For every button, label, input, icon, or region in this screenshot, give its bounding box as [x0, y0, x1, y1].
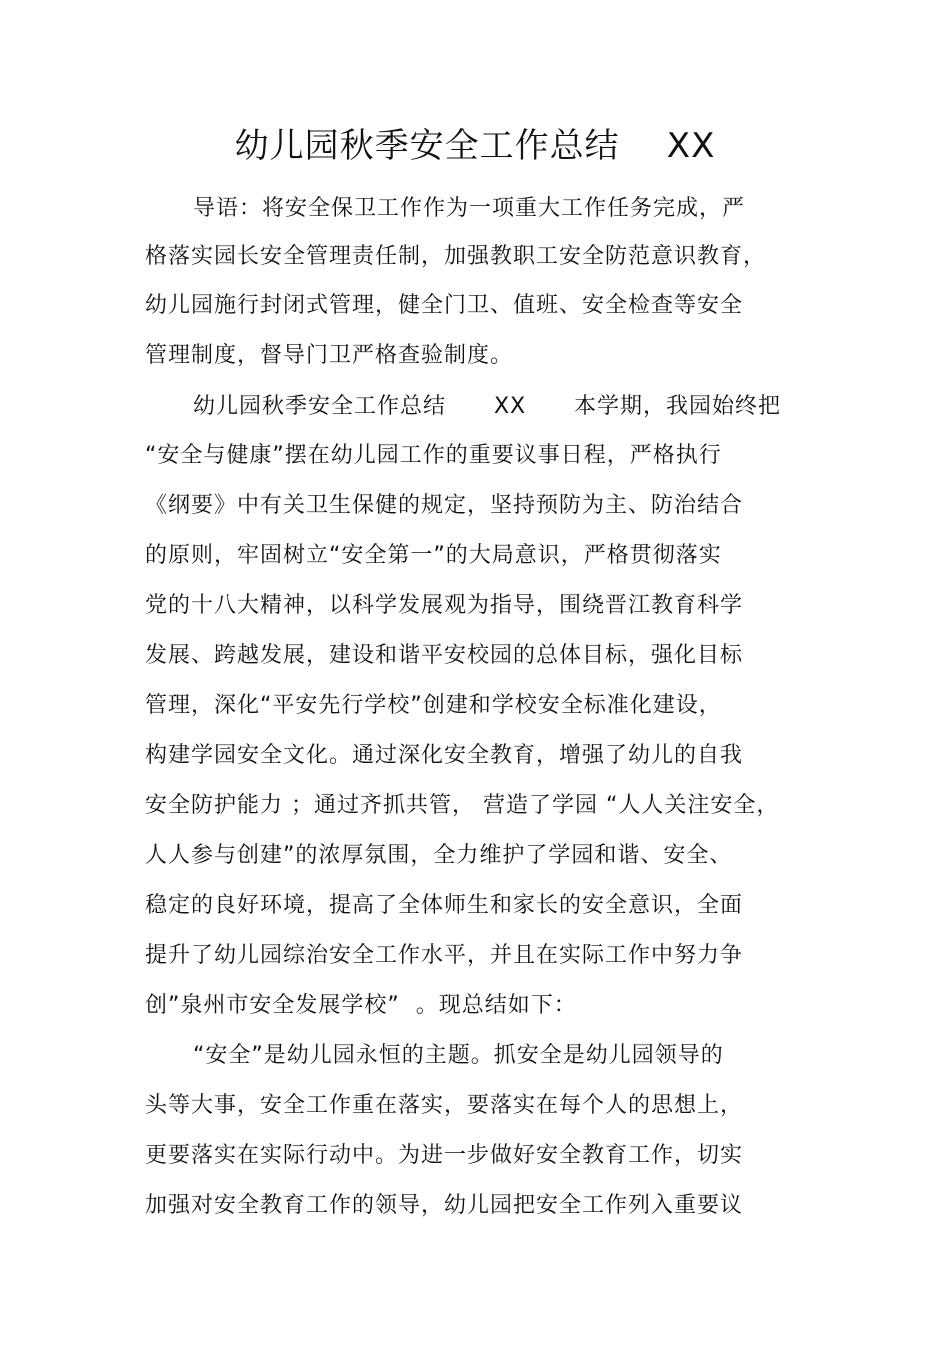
document-title: 幼儿园秋季安全工作总结 XX [234, 126, 716, 166]
paragraph-line: 的原则，牢固树立“安全第一”的大局意识，严格贯彻落实 [145, 543, 722, 568]
paragraph-line: 加强对安全教育工作的领导，幼儿园把安全工作列入重要议 [145, 1193, 744, 1218]
paragraph-line: 《纲要》中有关卫生保健的规定，坚持预防为主、防治结合 [145, 493, 744, 518]
paragraph-line: 提升了幼儿园综治安全工作水平，并且在实际工作中努力争 [145, 943, 744, 968]
paragraph-line: 管理，深化“平安先行学校”创建和学校安全标准化建设， [145, 693, 722, 718]
paragraph-line: 创”泉州市安全发展学校” 。现总结如下： [145, 993, 577, 1018]
paragraph-line: 幼儿园秋季安全工作总结 XX 本学期，我园始终把 [193, 394, 782, 419]
paragraph-line: “安全”是幼儿园永恒的主题。抓安全是幼儿园领导的 [193, 1043, 724, 1068]
paragraph-line: 管理制度，督导门卫严格查验制度。 [145, 343, 514, 368]
paragraph-line: 格落实园长安全管理责任制，加强教职工安全防范意识教育， [145, 244, 767, 269]
paragraph-line: 头等大事，安全工作重在落实，要落实在每个人的思想上， [145, 1093, 744, 1118]
paragraph-line: “安全与健康”摆在幼儿园工作的重要议事日程，严格执行 [145, 443, 722, 468]
paragraph-line: 导语：将安全保卫工作作为一项重大工作任务完成，严 [193, 196, 746, 221]
paragraph-line: 稳定的良好环境，提高了全体师生和家长的安全意识，全面 [145, 893, 744, 918]
paragraph-line: 人人参与创建”的浓厚氛围，全力维护了学园和谐、安全、 [145, 843, 733, 868]
paragraph-line: 发展、跨越发展，建设和谐平安校园的总体目标，强化目标 [145, 643, 744, 668]
paragraph-line: 安全防护能力 ；通过齐抓共管， 营造了学园 “人人关注安全， [145, 793, 780, 818]
paragraph-line: 构建学园安全文化。通过深化安全教育，增强了幼儿的自我 [145, 743, 744, 768]
paragraph-line: 党的十八大精神，以科学发展观为指导，围绕晋江教育科学 [145, 593, 744, 618]
paragraph-line: 更要落实在实际行动中。为进一步做好安全教育工作，切实 [145, 1143, 744, 1168]
paragraph-line: 幼儿园施行封闭式管理，健全门卫、值班、安全检查等安全 [145, 293, 744, 318]
